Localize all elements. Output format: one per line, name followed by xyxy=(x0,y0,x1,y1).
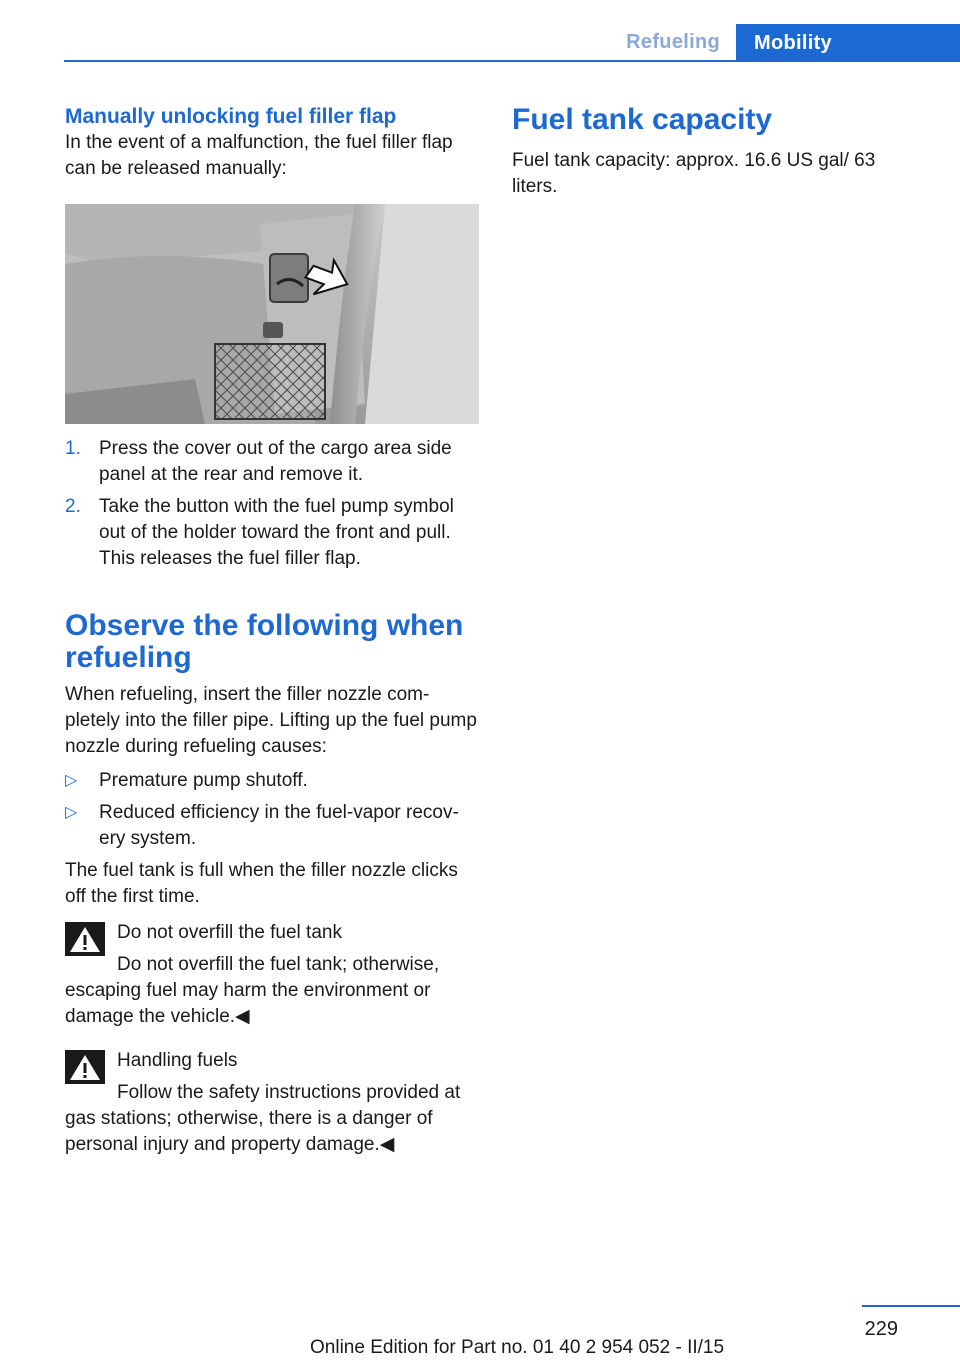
warning-title: Do not overfill the fuel tank xyxy=(117,922,342,943)
observe-intro: When refueling, insert the filler nozzle com‐pletely into the filler pipe. Lifting up the fuel pump nozzle during refueling causes: xyxy=(65,684,477,757)
page-header xyxy=(64,24,960,62)
warning-body-continued: gas stations; otherwise, there is a danger of personal injury and property damage.◀ xyxy=(65,1108,433,1155)
triangle-bullet-icon: ▷ xyxy=(65,772,78,789)
page-number: 229 xyxy=(864,1318,898,1340)
bullet-text: Premature pump shutoff. xyxy=(99,770,308,791)
refuel-bullets xyxy=(65,768,483,852)
manual-unlock-heading: Manually unlocking fuel filler flap xyxy=(65,105,397,128)
observe-heading: Observe the following when refueling xyxy=(65,609,464,674)
step-text: Press the cover out of the cargo area side panel at the rear and remove it. xyxy=(99,438,452,485)
capacity-text: Fuel tank capacity: approx. 16.6 US gal/ 63 liters. xyxy=(512,150,876,197)
bullet-item xyxy=(65,800,483,852)
step-text: Take the button with the fuel pump symbol out of the holder toward the front and pull. This releases the fuel filler flap. xyxy=(99,496,454,569)
manual-unlock-intro: In the event of a malfunction, the fuel filler flap can be released manually: xyxy=(65,132,453,179)
section-tab-refueling[interactable]: Refueling xyxy=(626,31,720,53)
step-number: 2. xyxy=(65,496,81,517)
triangle-bullet-icon: ▷ xyxy=(65,804,78,821)
warning-triangle-icon xyxy=(65,922,105,956)
edition-footer: Online Edition for Part no. 01 40 2 954 052 - II/15 xyxy=(310,1337,725,1358)
capacity-heading: Fuel tank capacity xyxy=(512,103,773,136)
step-item xyxy=(65,436,483,488)
footer-rule xyxy=(862,1305,960,1307)
step-item xyxy=(65,494,483,572)
warning-box xyxy=(65,1048,483,1158)
unlock-steps xyxy=(65,436,483,572)
left-column xyxy=(65,104,483,1158)
warning-triangle-icon xyxy=(65,1050,105,1084)
warning-body: Do not overfill the fuel tank; otherwise, xyxy=(117,954,440,975)
warning-body-continued: escaping fuel may harm the environment or damage the vehicle.◀ xyxy=(65,980,431,1027)
header-rule xyxy=(64,60,960,62)
cargo-area-photo xyxy=(65,204,479,424)
warning-body: Follow the safety instructions provided at xyxy=(117,1082,461,1103)
warning-box xyxy=(65,920,483,1030)
chapter-tab-mobility[interactable]: Mobility xyxy=(736,24,960,62)
bullet-item xyxy=(65,768,483,794)
tank-full-note: The fuel tank is full when the filler nozzle clicks off the first time. xyxy=(65,860,458,907)
bullet-text: Reduced efficiency in the fuel-vapor recov‐ery system. xyxy=(99,802,459,849)
right-column xyxy=(512,104,892,200)
warning-title: Handling fuels xyxy=(117,1050,238,1071)
step-number: 1. xyxy=(65,438,81,459)
